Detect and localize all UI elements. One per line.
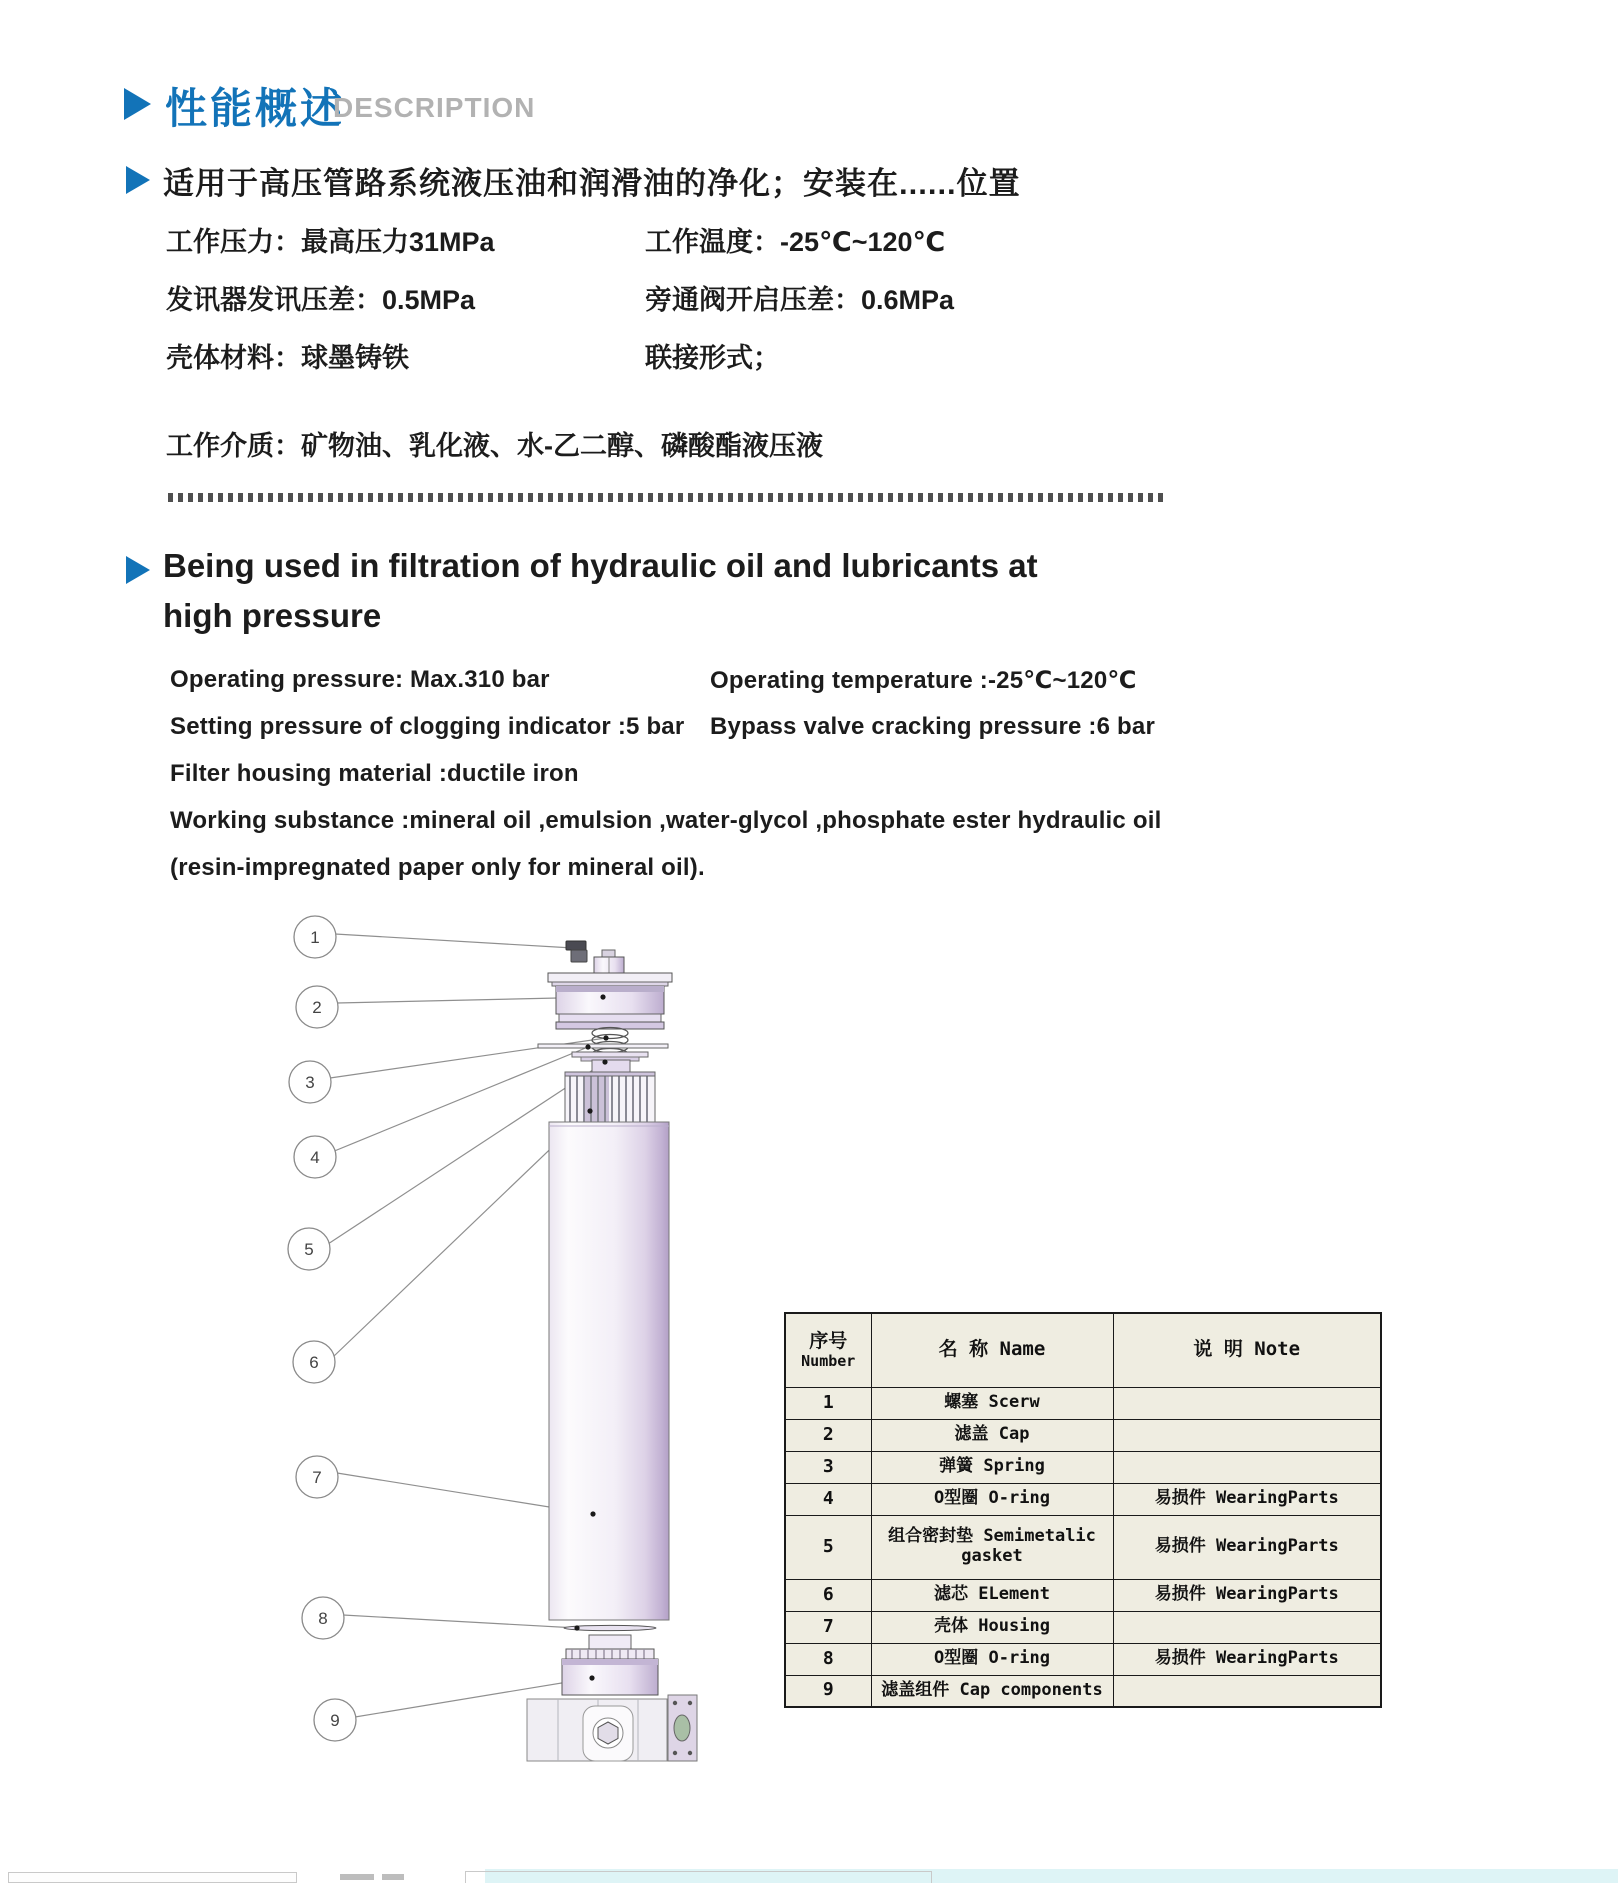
col-header-number (785, 1313, 871, 1387)
zh-spec-right: 旁通阀开启压差：0.6MPa (645, 285, 955, 315)
table-row (785, 1579, 1381, 1611)
cell-number: 6 (785, 1579, 871, 1611)
zh-spec-left: 壳体材料：球墨铸铁 (166, 343, 409, 373)
cell-number: 9 (785, 1675, 871, 1707)
col-header-number-en: Number (801, 1351, 856, 1370)
callout-1: 1 (310, 928, 320, 947)
cell-name: 弹簧 Spring (871, 1451, 1113, 1483)
zh-heading: 适用于高压管路系统液压油和润滑油的净化；安装在......位置 (163, 166, 1021, 201)
cell-number: 7 (785, 1611, 871, 1643)
zh-spec-right: 工作温度：-25℃~120℃ (645, 227, 946, 257)
cell-note (1113, 1675, 1381, 1707)
callout-balloons (288, 916, 356, 1741)
part-o-ring-top (538, 1044, 668, 1048)
cell-note: 易损件 WearingParts (1113, 1483, 1381, 1515)
callout-4: 4 (310, 1148, 320, 1167)
en-spec-left: Setting pressure of clogging indicator :5 bar (170, 713, 685, 740)
part-manifold-block (527, 1695, 697, 1761)
en-spec-left: (resin-impregnated paper only for mineral oil). (170, 854, 705, 881)
cap-hex-bolt (594, 950, 624, 973)
cell-note (1113, 1451, 1381, 1483)
en-heading: Being used in filtration of hydraulic oil and lubricants at high pressure (163, 547, 1038, 634)
footer-text-smudge (382, 1874, 404, 1880)
callout-5: 5 (304, 1240, 314, 1259)
callout-9: 9 (330, 1711, 340, 1730)
col-header-number-zh: 序号 (809, 1329, 848, 1352)
zh-spec-right: 联接形式； (645, 343, 780, 373)
cell-number: 5 (785, 1515, 871, 1579)
table-row (785, 1451, 1381, 1483)
en-spec-left: Filter housing material :ductile iron (170, 760, 579, 787)
cell-note (1113, 1419, 1381, 1451)
callout-3: 3 (305, 1073, 315, 1092)
table-row (785, 1419, 1381, 1451)
cell-name: 滤芯 ELement (871, 1579, 1113, 1611)
page-title-en: DESCRIPTION (333, 92, 536, 123)
zh-spec-left: 工作压力：最高压力31MPa (166, 227, 495, 257)
en-spec-left: Operating pressure: Max.310 bar (170, 666, 550, 693)
zh-spec-left: 工作介质：矿物油、乳化液、水-乙二醇、磷酸酯液压液 (166, 431, 823, 461)
parts-table (784, 1312, 1382, 1708)
cell-note: 易损件 WearingParts (1113, 1579, 1381, 1611)
cell-number: 4 (785, 1483, 871, 1515)
part-housing (549, 1122, 669, 1620)
part-cap (548, 973, 672, 1029)
cell-number: 1 (785, 1387, 871, 1419)
table-row (785, 1675, 1381, 1707)
table-row (785, 1387, 1381, 1419)
cell-note: 易损件 WearingParts (1113, 1643, 1381, 1675)
page-title-zh: 性能概述 (165, 85, 346, 132)
cell-name: 壳体 Housing (871, 1611, 1113, 1643)
table-header-row (785, 1313, 1381, 1387)
footer-box-mid (465, 1871, 932, 1883)
cell-name: 滤盖组件 Cap components (871, 1675, 1113, 1707)
callout-2: 2 (312, 998, 322, 1017)
cell-name: O型圈 O-ring (871, 1643, 1113, 1675)
table-row (785, 1643, 1381, 1675)
table-row (785, 1515, 1381, 1579)
cell-number: 2 (785, 1419, 871, 1451)
table-row (785, 1611, 1381, 1643)
part-element (565, 1072, 655, 1122)
en-spec-right: Operating temperature :-25℃~120℃ (710, 667, 1137, 694)
en-spec-right: Bypass valve cracking pressure :6 bar (710, 713, 1155, 740)
col-header-note: 说 明 Note (1113, 1313, 1381, 1387)
part-cap-components (562, 1635, 658, 1695)
callout-6: 6 (309, 1353, 319, 1372)
en-spec-left: Working substance :mineral oil ,emulsion ,water-glycol ,phosphate ester hydraulic oil (170, 807, 1162, 834)
col-header-name: 名 称 Name (871, 1313, 1113, 1387)
cell-name: 螺塞 Scerw (871, 1387, 1113, 1419)
cell-note (1113, 1611, 1381, 1643)
cell-name: 组合密封垫 Semimetalic gasket (871, 1515, 1113, 1579)
cell-name: 滤盖 Cap (871, 1419, 1113, 1451)
cell-name: O型圈 O-ring (871, 1483, 1113, 1515)
zh-spec-left: 发讯器发讯压差：0.5MPa (166, 285, 476, 315)
callout-7: 7 (312, 1468, 322, 1487)
part-gasket (572, 1052, 648, 1072)
cell-note: 易损件 WearingParts (1113, 1515, 1381, 1579)
part-flange-port (668, 1695, 697, 1761)
table-row (785, 1483, 1381, 1515)
part-screw (566, 941, 587, 962)
cell-note (1113, 1387, 1381, 1419)
footer-box-left (8, 1872, 297, 1883)
cell-number: 8 (785, 1643, 871, 1675)
cell-number: 3 (785, 1451, 871, 1483)
callout-8: 8 (318, 1609, 328, 1628)
footer-text-smudge (340, 1874, 374, 1880)
